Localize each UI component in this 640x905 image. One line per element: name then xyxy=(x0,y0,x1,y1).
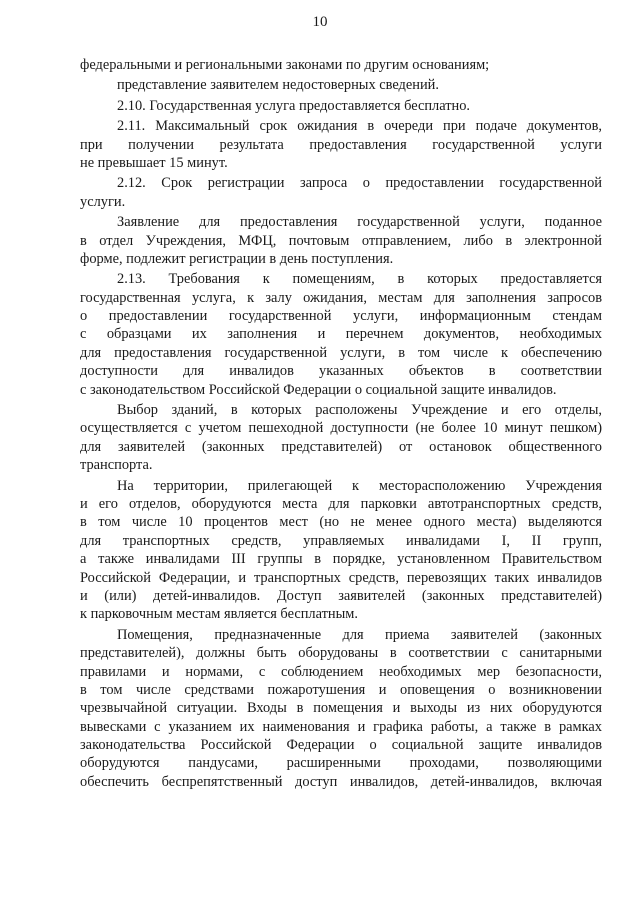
text-line: в том числе 10 процентов мест (но не менее одного места) выделяются xyxy=(80,514,602,531)
text-line: а также инвалидами III группы в порядке, установленном Правительством xyxy=(80,551,602,568)
text-line: Выбор зданий, в которых расположены Учреждение и его отделы, xyxy=(117,402,602,419)
text-line: и (или) детей-инвалидов. Доступ заявителей (законных представителей) xyxy=(80,587,602,604)
text-line: с законодательством Российской Федерации о социальной защите инвалидов. xyxy=(80,381,557,398)
text-line: правилами и нормами, с соблюдением необходимых мер безопасности, xyxy=(80,663,602,680)
text-line: для предоставления государственной услуги, в том числе к обеспечению xyxy=(80,344,602,361)
text-line: вывесками с указанием их наименования и графика работы, а также в рамках xyxy=(80,718,602,735)
text-line: услуги. xyxy=(80,193,126,210)
page-number: 10 xyxy=(312,14,328,30)
text-line: Помещения, предназначенные для приема заявителей (законных xyxy=(117,626,602,643)
text-line: 2.12. Срок регистрации запроса о предоставлении государственной xyxy=(117,175,602,192)
text-line: представление заявителем недостоверных сведений. xyxy=(117,77,439,94)
text-line: в отдел Учреждения, МФЦ, почтовым отправлением, либо в электронной xyxy=(80,232,602,249)
text-line: государственная услуга, к залу ожидания, местам для заполнения запросов xyxy=(80,289,602,306)
text-line: 2.10. Государственная услуга предоставляется бесплатно. xyxy=(117,97,471,114)
text-line: Заявление для предоставления государственной услуги, поданное xyxy=(117,214,602,231)
text-line: представителей), должны быть оборудованы в соответствии с санитарными xyxy=(80,645,602,662)
text-line: На территории, прилегающей к месторасположению Учреждения xyxy=(117,477,602,494)
text-line: для транспортных средств, управляемых инвалидами I, II групп, xyxy=(80,532,602,549)
text-line: 2.13. Требования к помещениям, в которых предоставляется xyxy=(117,271,602,288)
text-line: не превышает 15 минут. xyxy=(80,154,228,171)
document-body xyxy=(80,56,602,791)
text-line: для заявителей (законных представителей) от остановок общественного xyxy=(80,438,602,455)
text-line: Российской Федерации, и транспортных средств, перевозящих таких инвалидов xyxy=(80,569,602,586)
text-line: федеральными и региональными законами по другим основаниям; xyxy=(80,57,490,73)
text-line: к парковочным местам является бесплатным. xyxy=(80,606,358,623)
text-line: транспорта. xyxy=(80,457,153,474)
text-line: 2.11. Максимальный срок ожидания в очереди при подаче документов, xyxy=(117,118,602,135)
text-line: осуществляется с учетом пешеходной доступности (не более 10 минут пешком) xyxy=(80,420,602,437)
text-line: оборудуются пандусами, расширенными проходами, позволяющими xyxy=(80,755,602,772)
text-line: обеспечить беспрепятственный доступ инвалидов, детей-инвалидов, включая xyxy=(80,773,602,790)
text-line: о предоставлении государственной услуги, информационным стендам xyxy=(80,308,602,325)
text-line: доступности для инвалидов указанных объектов в соответствии xyxy=(80,363,602,380)
text-line: в том числе средствами пожаротушения и оповещения о возникновении xyxy=(80,681,602,698)
text-line: при получении результата предоставления государственной услуги xyxy=(80,136,602,153)
text-line: форме, подлежит регистрации в день поступления. xyxy=(80,250,394,267)
text-line: и его отделов, оборудуются места для парковки автотранспортных средств, xyxy=(80,495,602,512)
text-line: с образцами их заполнения и перечнем документов, необходимых xyxy=(80,326,602,343)
text-line: законодательства Российской Федерации о социальной защите инвалидов xyxy=(80,737,602,754)
text-line: чрезвычайной ситуации. Входы в помещения и выходы из них оборудуются xyxy=(80,700,602,717)
